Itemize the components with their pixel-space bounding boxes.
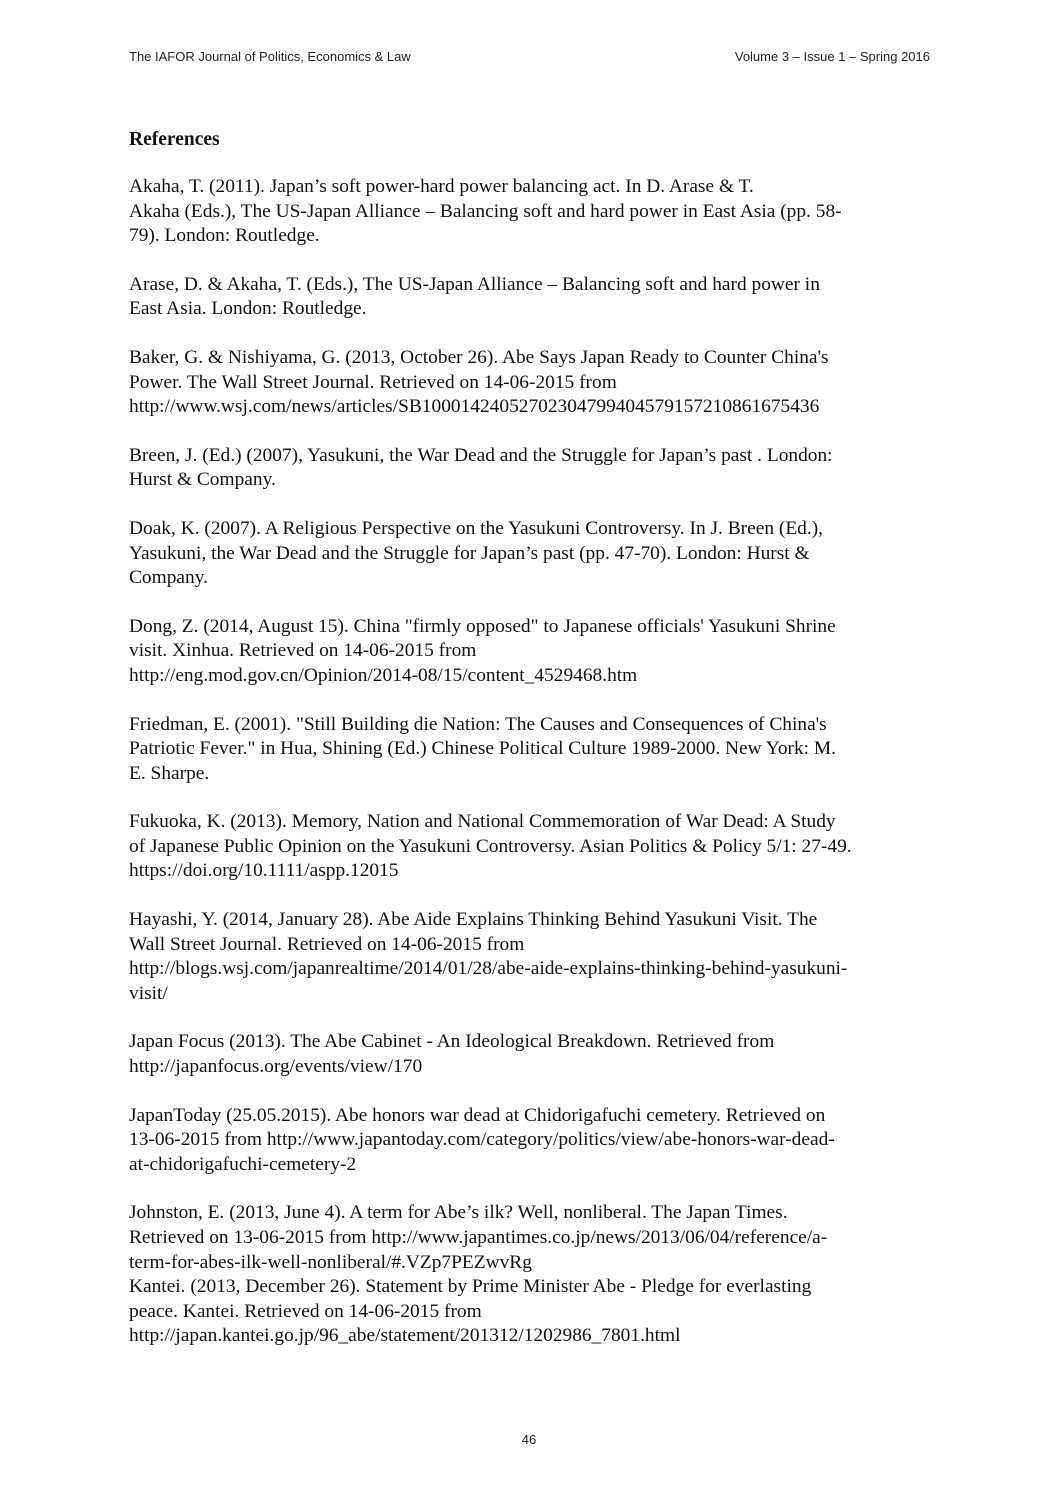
reference-line: http://www.wsj.com/news/articles/SB10001424052702304799404579157210861675436: [129, 396, 820, 418]
reference-line: Akaha (Eds.), The US-Japan Alliance – Balancing soft and hard power in East Asia (pp. 58-: [129, 200, 842, 222]
reference-entry: [129, 615, 939, 689]
reference-line: at-chidorigafuchi-cemetery-2: [129, 1153, 357, 1175]
reference-line: E. Sharpe.: [129, 762, 210, 784]
reference-entry: [129, 1201, 939, 1275]
reference-line: Hurst & Company.: [129, 469, 276, 491]
reference-line: http://japan.kantei.go.jp/96_abe/statement/201312/1202986_7801.html: [129, 1325, 681, 1347]
reference-line: peace. Kantei. Retrieved on 14-06-2015 from: [129, 1300, 482, 1322]
reference-line: Dong, Z. (2014, August 15). China "firmly opposed" to Japanese officials' Yasukuni Shrine: [129, 615, 836, 637]
reference-line: Power. The Wall Street Journal. Retrieved on 14-06-2015 from: [129, 371, 617, 393]
reference-line: Baker, G. & Nishiyama, G. (2013, October 26). Abe Says Japan Ready to Counter China's: [129, 346, 829, 368]
reference-entry: [129, 175, 939, 249]
reference-line: Friedman, E. (2001). "Still Building die Nation: The Causes and Consequences of China's: [129, 713, 827, 735]
reference-line: of Japanese Public Opinion on the Yasukuni Controversy. Asian Politics & Policy 5/1: 27-49.: [129, 835, 852, 857]
reference-line: http://eng.mod.gov.cn/Opinion/2014-08/15/content_4529468.htm: [129, 664, 638, 686]
reference-line: Japan Focus (2013). The Abe Cabinet - An Ideological Breakdown. Retrieved from: [129, 1031, 775, 1053]
reference-line: 13-06-2015 from http://www.japantoday.com/category/politics/view/abe-honors-war-dead-: [129, 1129, 835, 1151]
journal-title: The IAFOR Journal of Politics, Economics & Law: [129, 49, 411, 64]
reference-line: Wall Street Journal. Retrieved on 14-06-2015 from: [129, 933, 525, 955]
reference-entry: [129, 713, 939, 787]
reference-line: Johnston, E. (2013, June 4). A term for Abe’s ilk? Well, nonliberal. The Japan Times.: [129, 1202, 788, 1224]
reference-line: Yasukuni, the War Dead and the Struggle for Japan’s past (pp. 47-70). London: Hurst &: [129, 542, 810, 564]
reference-line: http://japanfocus.org/events/view/170: [129, 1056, 423, 1078]
reference-line: Hayashi, Y. (2014, January 28). Abe Aide Explains Thinking Behind Yasukuni Visit. The: [129, 909, 818, 931]
reference-line: Kantei. (2013, December 26). Statement by Prime Minister Abe - Pledge for everlasting: [129, 1276, 812, 1298]
reference-entry: [129, 1104, 939, 1178]
reference-line: Retrieved on 13-06-2015 from http://www.japantimes.co.jp/news/2013/06/04/reference/a-: [129, 1227, 828, 1248]
reference-line: http://blogs.wsj.com/japanrealtime/2014/01/28/abe-aide-explains-thinking-behind-yasukuni-: [129, 958, 848, 980]
reference-entry: [129, 273, 939, 322]
reference-line: Doak, K. (2007). A Religious Perspective on the Yasukuni Controversy. In J. Breen (Ed.),: [129, 517, 824, 539]
reference-entry: [129, 908, 939, 1006]
reference-line: Company.: [129, 567, 208, 589]
running-header: [129, 48, 930, 66]
reference-line: term-for-abes-ilk-well-nonliberal/#.VZp7PEZwvRg: [129, 1251, 532, 1273]
reference-line: Akaha, T. (2011). Japan’s soft power-hard power balancing act. In D. Arase & T.: [129, 176, 754, 197]
reference-entry: [129, 1275, 939, 1349]
reference-entry: [129, 444, 939, 493]
reference-line: Arase, D. & Akaha, T. (Eds.), The US-Japan Alliance – Balancing soft and hard power in: [129, 273, 820, 295]
reference-entry: [129, 517, 939, 591]
issue-info: Volume 3 – Issue 1 – Spring 2016: [734, 49, 930, 64]
reference-line: Breen, J. (Ed.) (2007), Yasukuni, the War Dead and the Struggle for Japan’s past . London:: [129, 444, 833, 466]
page-number: 46: [521, 1432, 537, 1447]
reference-entry: [129, 810, 939, 884]
reference-line: Patriotic Fever." in Hua, Shining (Ed.) Chinese Political Culture 1989-2000. New York: M.: [129, 738, 836, 760]
reference-entry: [129, 346, 939, 420]
reference-entry: [129, 1030, 939, 1079]
references-section: [129, 127, 939, 1373]
reference-list: [129, 175, 939, 1349]
reference-line: 79). London: Routledge.: [129, 225, 320, 247]
reference-line: JapanToday (25.05.2015). Abe honors war dead at Chidorigafuchi cemetery. Retrieved on: [129, 1104, 826, 1126]
reference-line: https://doi.org/10.1111/aspp.12015: [129, 860, 399, 882]
reference-line: Fukuoka, K. (2013). Memory, Nation and National Commemoration of War Dead: A Study: [129, 811, 836, 833]
reference-line: East Asia. London: Routledge.: [129, 298, 367, 320]
reference-line: visit/: [129, 982, 168, 1004]
reference-line: visit. Xinhua. Retrieved on 14-06-2015 from: [129, 640, 477, 662]
section-heading: References: [129, 129, 220, 150]
